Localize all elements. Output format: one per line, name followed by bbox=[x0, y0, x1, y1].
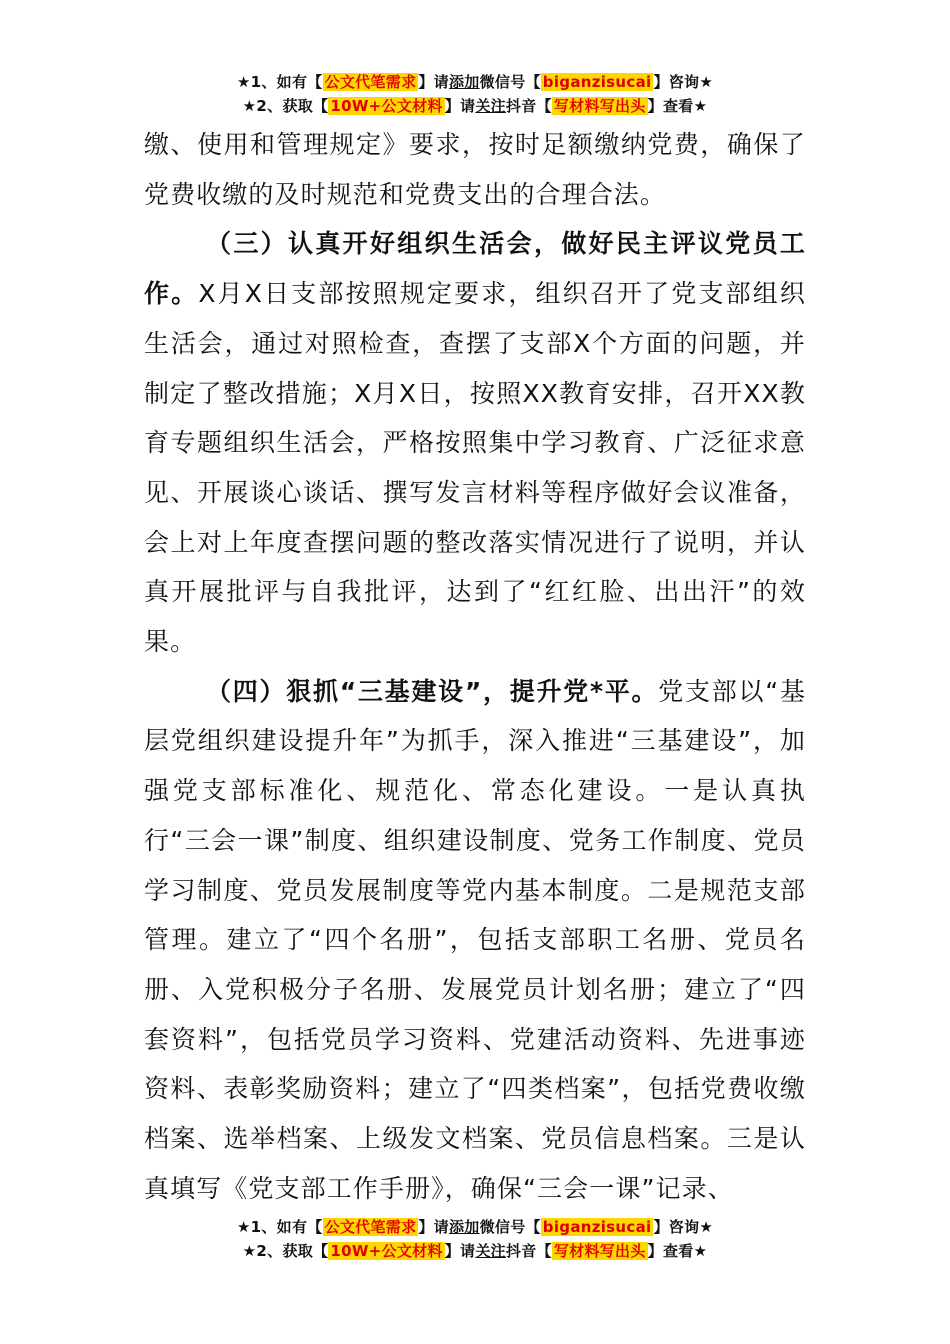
banner-text: 抖音【 bbox=[505, 1242, 552, 1260]
banner-text: 】咨询★ bbox=[653, 73, 714, 91]
banner-line-1 bbox=[0, 70, 950, 94]
banner-highlight: 写材料写出头 bbox=[553, 97, 646, 115]
paragraph-text: 党支部以“基层党组织建设提升年”为抓手，深入推进“三基建设”，加强党支部标准化、规范化、常态化建设。一是认真执行“三会一课”制度、组织建设制度、党务工作制度、党员学习制度、党员发展制度等党内基本制度。二是规范支部管理。建立了“四个名册”，包括支部职工名册、党员名册、入党积极分子名册、发展党员计划名册；建立了“四套资料”，包括党员学习资料、党建活动资料、先进事迹资料、表彰奖励资料；建立了“四类档案”，包括党费收缴档案、选举档案、上级发文档案、党员信息档案。三是认真填写《党支部工作手册》，确保“三会一课”记录、 bbox=[144, 676, 806, 1203]
banner-line-1 bbox=[0, 1215, 950, 1239]
banner-text: 】查看★ bbox=[647, 97, 708, 115]
banner-text: 抖音【 bbox=[505, 97, 552, 115]
banner-highlight: 公文代笔需求 bbox=[324, 1218, 417, 1236]
banner-text: 】请 bbox=[418, 73, 449, 91]
banner-highlight: 写材料写出头 bbox=[553, 1242, 646, 1260]
banner-text: 】请 bbox=[444, 97, 476, 115]
banner-text: 】请 bbox=[418, 1218, 449, 1236]
banner-text: 微信号【 bbox=[479, 73, 541, 91]
document-body bbox=[144, 120, 806, 1213]
banner-line-2 bbox=[0, 94, 950, 118]
top-banner bbox=[0, 70, 950, 118]
banner-underlined-text: 关注 bbox=[475, 1242, 506, 1260]
banner-highlight: biganzisucai bbox=[542, 1218, 652, 1236]
banner-text: ★1、如有【 bbox=[236, 1218, 323, 1236]
banner-line-2 bbox=[0, 1239, 950, 1263]
paragraph-text: 缴、使用和管理规定》要求，按时足额缴纳党费，确保了党费收缴的及时规范和党费支出的合理合法。 bbox=[144, 130, 806, 209]
banner-text: ★1、如有【 bbox=[236, 73, 323, 91]
banner-highlight: 10W+公文材料 bbox=[330, 97, 443, 115]
banner-underlined-text: 添加 bbox=[448, 1218, 480, 1236]
banner-highlight: 10W+公文材料 bbox=[330, 1242, 443, 1260]
bottom-banner bbox=[0, 1215, 950, 1263]
paragraph-text: X月X日支部按照规定要求，组织召开了党支部组织生活会，通过对照检查，查摆了支部X个方面的问题，并制定了整改措施；X月X日，按照XX教育安排，召开XX教育专题组织生活会，严格按照集中学习教育、广泛征求意见、开展谈心谈话、撰写发言材料等程序做好会议准备，会上对上年度查摆问题的整改落实情况进行了说明，并认真开展批评与自我批评，达到了“红红脸、出出汗”的效果。 bbox=[144, 279, 806, 657]
section-heading: （三）认真开好组织生活会，做好民主评议党员工作。 bbox=[144, 229, 806, 309]
banner-highlight: biganzisucai bbox=[542, 73, 652, 91]
banner-text: 】咨询★ bbox=[653, 1218, 714, 1236]
paragraph-1 bbox=[144, 120, 806, 219]
banner-text: 微信号【 bbox=[479, 1218, 541, 1236]
paragraph-2 bbox=[144, 219, 806, 666]
section-heading: （四）狠抓“三基建设”，提升党*平。 bbox=[206, 676, 659, 706]
banner-text: ★2、获取【 bbox=[242, 97, 329, 115]
banner-text: 】请 bbox=[444, 1242, 476, 1260]
banner-text: 】查看★ bbox=[647, 1242, 708, 1260]
banner-underlined-text: 添加 bbox=[448, 73, 480, 91]
paragraph-3 bbox=[144, 667, 806, 1214]
banner-highlight: 公文代笔需求 bbox=[324, 73, 417, 91]
banner-underlined-text: 关注 bbox=[475, 97, 506, 115]
banner-text: ★2、获取【 bbox=[242, 1242, 329, 1260]
